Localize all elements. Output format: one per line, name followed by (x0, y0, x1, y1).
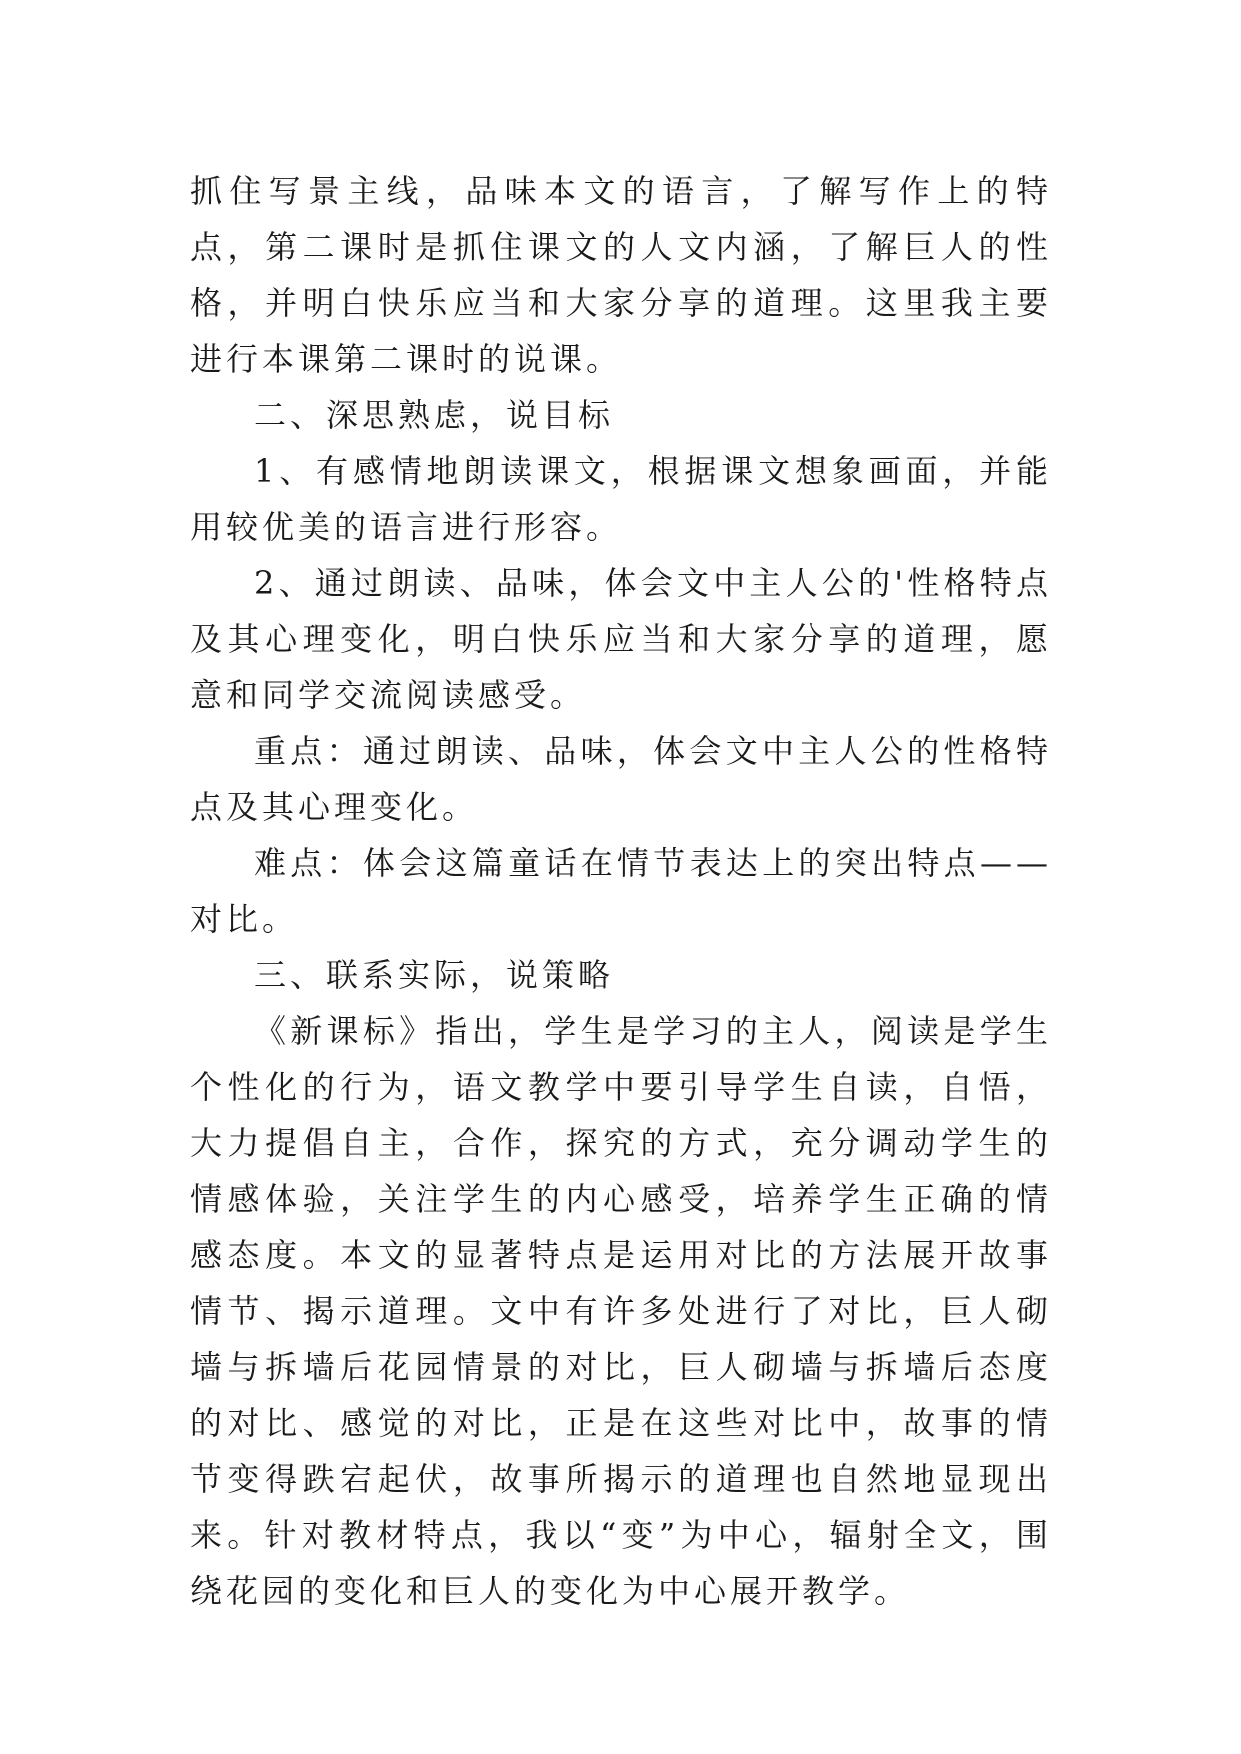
paragraph: 1、有感情地朗读课文，根据课文想象画面，并能用较优美的语言进行形容。 (190, 452, 1052, 546)
section-heading: 二、深思熟虑，说目标 (254, 396, 615, 434)
document-body (190, 163, 1052, 1619)
paragraph: 2、通过朗读、品味，体会文中主人公的'性格特点及其心理变化，明白快乐应当和大家分享的道理，愿意和同学交流阅读感受。 (190, 564, 1052, 714)
paragraph: 抓住写景主线，品味本文的语言，了解写作上的特点，第二课时是抓住课文的人文内涵，了解巨人的性格，并明白快乐应当和大家分享的道理。这里我主要进行本课第二课时的说课。 (190, 172, 1052, 378)
section-heading: 三、联系实际，说策略 (254, 956, 615, 994)
paragraph: 《新课标》指出，学生是学习的主人，阅读是学生个性化的行为，语文教学中要引导学生自读，自悟，大力提倡自主，合作，探究的方式，充分调动学生的情感体验，关注学生的内心感受，培养学生正确的情感态度。本文的显著特点是运用对比的方法展开故事情节、揭示道理。文中有许多处进行了对比，巨人砌墙与拆墙后花园情景的对比，巨人砌墙与拆墙后态度的对比、感觉的对比，正是在这些对比中，故事的情节变得跌宕起伏，故事所揭示的道理也自然地显现出来。针对教材特点，我以“变”为中心，辐射全文，围绕花园的变化和巨人的变化为中心展开教学。 (190, 1012, 1052, 1610)
paragraph: 难点：体会这篇童话在情节表达上的突出特点——对比。 (190, 844, 1052, 938)
paragraph: 重点：通过朗读、品味，体会文中主人公的性格特点及其心理变化。 (190, 732, 1052, 826)
